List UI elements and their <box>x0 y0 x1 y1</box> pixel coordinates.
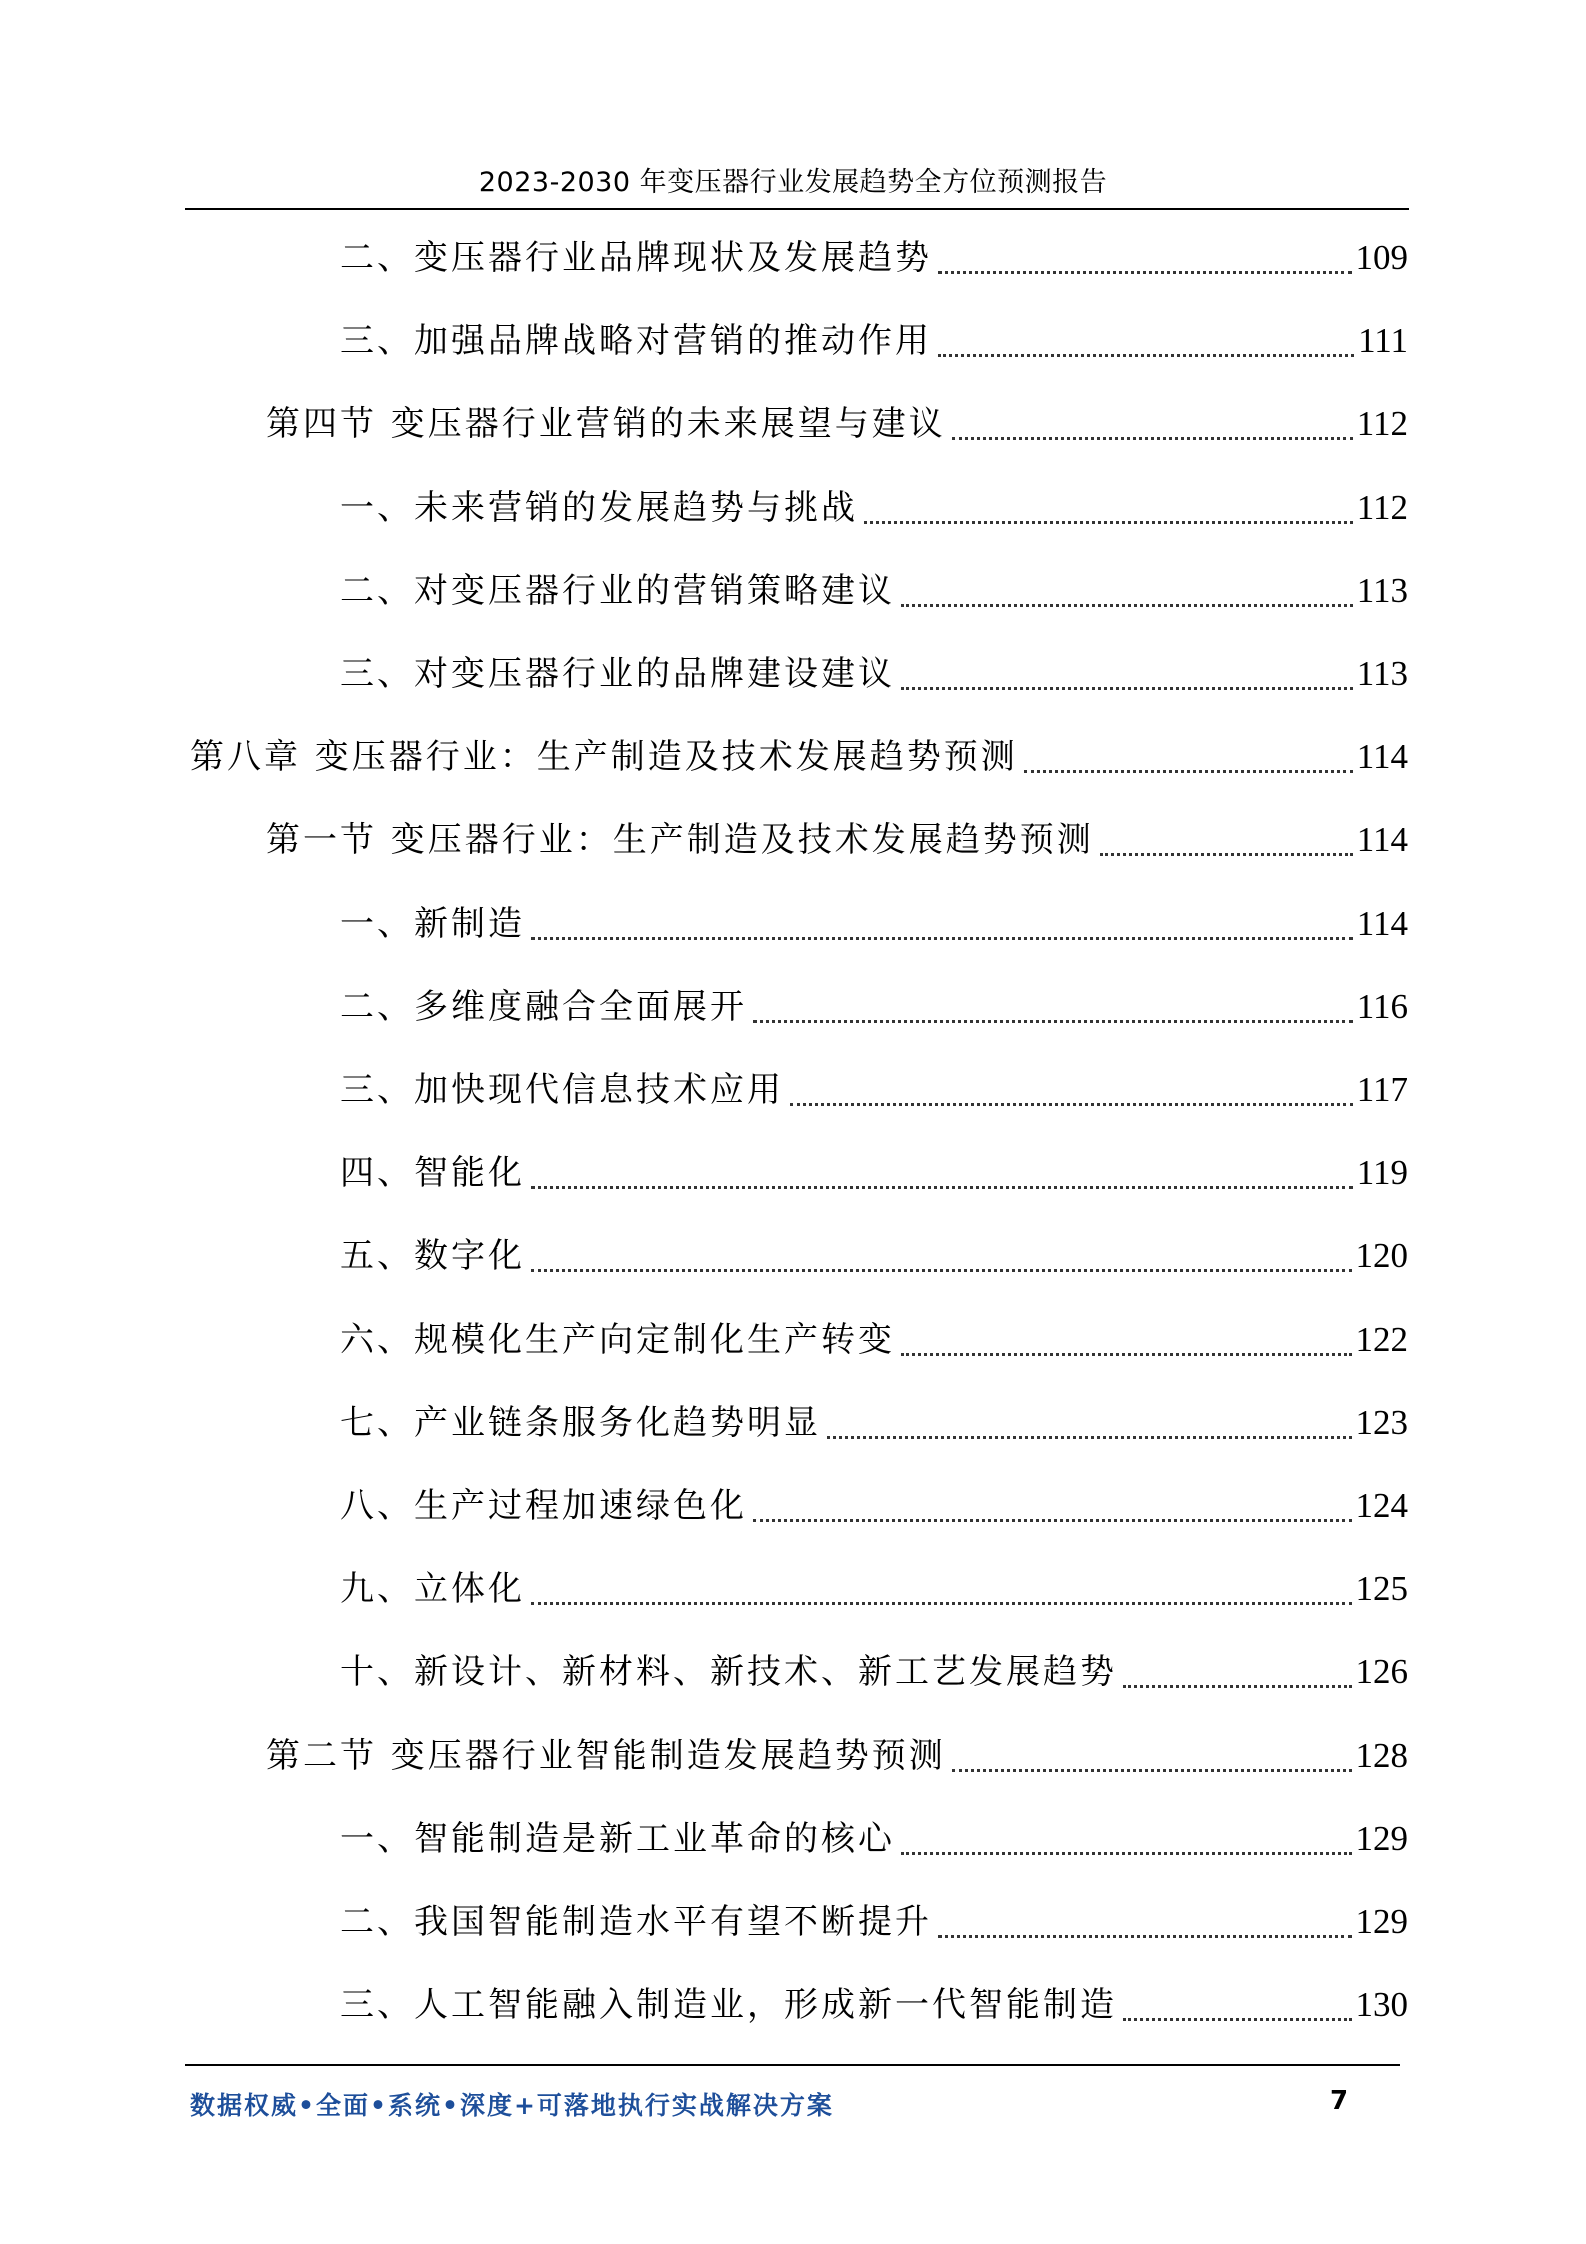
toc-entry-page: 113 <box>1356 654 1408 693</box>
toc-leader-dots <box>1024 770 1353 773</box>
toc-leader-dots <box>938 354 1354 357</box>
toc-entry[interactable] <box>340 1143 1408 1203</box>
toc-entry-label: 三、对变压器行业的品牌建设建议 <box>340 654 895 694</box>
toc-entry-label: 四、智能化 <box>340 1153 525 1194</box>
toc-entry-label: 三、加强品牌战略对营销的推动作用 <box>340 321 932 362</box>
toc-leader-dots <box>952 437 1353 440</box>
toc-entry-page: 116 <box>1356 986 1408 1026</box>
toc-entry[interactable] <box>340 1809 1408 1869</box>
footer-rule <box>185 2064 1400 2066</box>
toc-entry-page: 122 <box>1355 1319 1408 1359</box>
toc-entry[interactable] <box>340 1310 1408 1370</box>
toc-entry-page: 113 <box>1356 570 1408 610</box>
header-rule <box>185 208 1409 210</box>
footer-slogan: 数据权威•全面•系统•深度+可落地执行实战解决方案 <box>190 2091 834 2120</box>
toc-leader-dots <box>901 1353 1352 1356</box>
toc-leader-dots <box>531 1602 1352 1605</box>
toc-leader-dots <box>1123 1685 1352 1688</box>
toc-entry-page: 123 <box>1355 1402 1408 1442</box>
toc-entry[interactable] <box>340 1892 1408 1952</box>
toc-leader-dots <box>938 271 1352 274</box>
toc-entry[interactable] <box>340 644 1408 704</box>
toc-leader-dots <box>531 1269 1352 1272</box>
toc-entry[interactable] <box>340 1559 1408 1619</box>
toc-entry-label: 二、对变压器行业的营销策略建议 <box>340 570 895 611</box>
toc-entry-page: 128 <box>1355 1735 1408 1775</box>
toc-entry[interactable] <box>340 894 1408 954</box>
toc-entry-page: 114 <box>1356 737 1408 777</box>
toc-entry[interactable] <box>340 561 1408 621</box>
toc-leader-dots <box>531 1186 1353 1189</box>
toc-entry-page: 124 <box>1355 1486 1408 1525</box>
toc-entry[interactable] <box>266 394 1408 454</box>
toc-entry-page: 126 <box>1355 1652 1408 1692</box>
toc-entry-page: 120 <box>1355 1236 1408 1276</box>
toc-entry-label: 二、多维度融合全面展开 <box>340 986 747 1027</box>
toc-leader-dots <box>864 521 1353 524</box>
toc-leader-dots <box>531 937 1353 940</box>
toc-entry-label: 五、数字化 <box>340 1236 525 1277</box>
toc-leader-dots <box>901 604 1353 607</box>
toc-entry[interactable] <box>266 810 1408 870</box>
toc-entry-label: 三、人工智能融入制造业，形成新一代智能制造 <box>340 1985 1117 2026</box>
toc-entry-label: 八、生产过程加速绿色化 <box>340 1486 747 1526</box>
toc-entry[interactable] <box>340 977 1408 1037</box>
toc-entry-label: 第八章 变压器行业：生产制造及技术发展趋势预测 <box>190 737 1018 778</box>
toc-entry-page: 130 <box>1355 1985 1408 2025</box>
toc-entry[interactable] <box>340 311 1408 371</box>
toc-entry-page: 112 <box>1356 487 1408 527</box>
toc-entry-page: 114 <box>1356 820 1408 860</box>
toc-entry-page: 129 <box>1355 1818 1408 1858</box>
toc-entry[interactable] <box>266 1726 1408 1786</box>
toc-entry-label: 第一节 变压器行业：生产制造及技术发展趋势预测 <box>266 820 1094 861</box>
toc-entry-label: 七、产业链条服务化趋势明显 <box>340 1402 821 1443</box>
toc-entry-label: 十、新设计、新材料、新技术、新工艺发展趋势 <box>340 1652 1117 1693</box>
toc-entry[interactable] <box>340 478 1408 538</box>
toc-entry-label: 第二节 变压器行业智能制造发展趋势预测 <box>266 1735 946 1776</box>
toc-leader-dots <box>1123 2018 1352 2021</box>
toc-entry-label: 一、未来营销的发展趋势与挑战 <box>340 487 858 528</box>
toc-entry[interactable] <box>340 1226 1408 1286</box>
page-header-title: 2023-2030 年变压器行业发展趋势全方位预测报告 <box>478 167 1108 198</box>
toc-entry-label: 三、加快现代信息技术应用 <box>340 1070 784 1110</box>
toc-leader-dots <box>938 1935 1352 1938</box>
toc-leader-dots <box>753 1020 1353 1023</box>
toc-entry[interactable] <box>340 1393 1408 1453</box>
toc-entry[interactable] <box>340 1060 1408 1120</box>
toc-leader-dots <box>1100 853 1353 856</box>
toc-entry-page: 125 <box>1355 1569 1408 1609</box>
toc-entry[interactable] <box>340 1975 1408 2035</box>
toc-entry-label: 第四节 变压器行业营销的未来展望与建议 <box>266 404 946 445</box>
toc-leader-dots <box>790 1103 1353 1106</box>
toc-entry-label: 二、变压器行业品牌现状及发展趋势 <box>340 238 932 278</box>
toc-leader-dots <box>901 1852 1352 1855</box>
toc-leader-dots <box>901 687 1353 690</box>
toc-entry-label: 一、新制造 <box>340 903 525 944</box>
toc-entry-page: 109 <box>1355 238 1408 277</box>
toc-leader-dots <box>827 1436 1352 1439</box>
toc-entry-label: 九、立体化 <box>340 1569 525 1610</box>
toc-entry-label: 六、规模化生产向定制化生产转变 <box>340 1319 895 1360</box>
toc-entry-label: 一、智能制造是新工业革命的核心 <box>340 1818 895 1859</box>
toc-entry-page: 112 <box>1356 404 1408 444</box>
toc-entry-page: 129 <box>1355 1902 1408 1941</box>
toc-entry[interactable] <box>340 1642 1408 1702</box>
toc-entry[interactable] <box>340 1476 1408 1536</box>
toc-entry-page: 114 <box>1356 903 1408 943</box>
toc-entry[interactable] <box>340 228 1408 288</box>
toc-entry-page: 117 <box>1356 1070 1408 1109</box>
toc-leader-dots <box>753 1519 1352 1522</box>
toc-entry-page: 111 <box>1358 321 1408 361</box>
toc-entry-label: 二、我国智能制造水平有望不断提升 <box>340 1902 932 1942</box>
toc-entry-page: 119 <box>1356 1153 1408 1193</box>
toc-entry[interactable] <box>190 727 1408 787</box>
toc-leader-dots <box>952 1769 1352 1772</box>
footer-page-number: 7 <box>1330 2086 1349 2116</box>
